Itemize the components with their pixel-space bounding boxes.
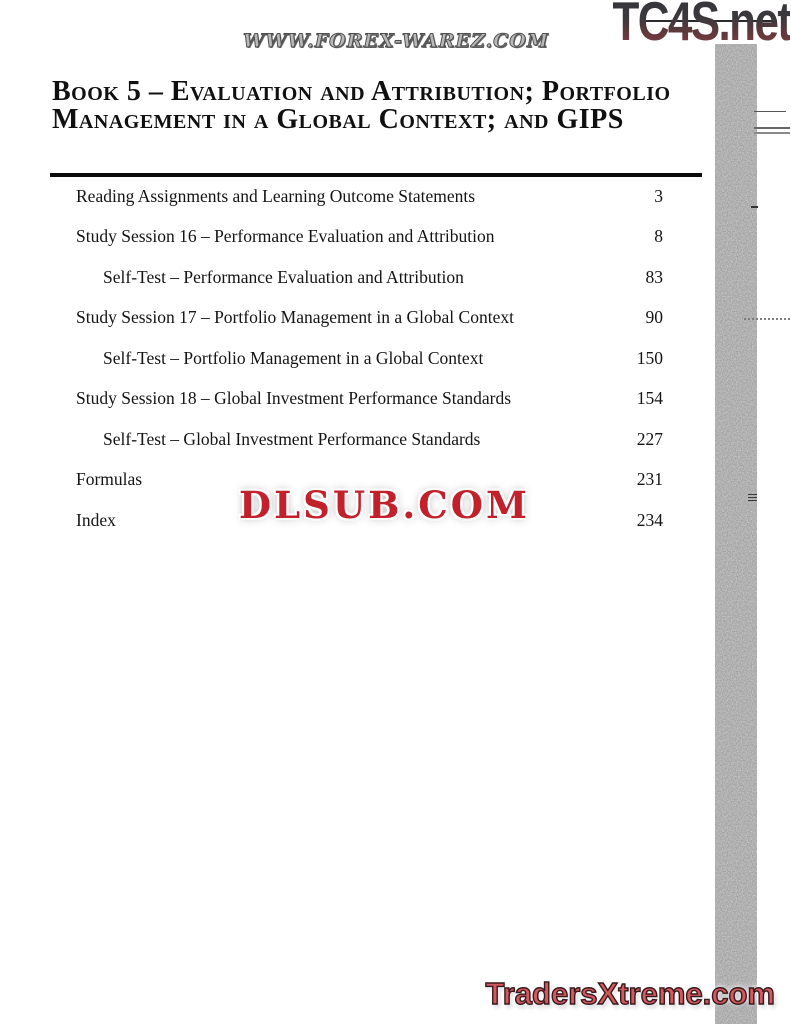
toc-entry-label: Index: [76, 509, 116, 530]
toc-entry-label: Study Session 17 – Portfolio Management in a Global Context: [76, 307, 514, 328]
toc-entry-page: 3: [654, 186, 663, 206]
watermark-tc4s-logo: TC4S.net: [612, 0, 790, 49]
toc-entry-label: Self-Test – Performance Evaluation and Attribution: [103, 266, 464, 287]
watermark-forex-warez: WWW.FOREX-WAREZ.COM: [243, 30, 549, 52]
scan-artifact-line: [754, 132, 790, 134]
toc-entry-label: Formulas: [76, 469, 143, 490]
toc-entry-page: 150: [636, 347, 663, 368]
toc-row: [76, 388, 663, 428]
toc-entry-page: 90: [645, 307, 663, 328]
toc-entry-page: 8: [654, 226, 663, 247]
page-title-line2: Management in a Global Context; and GIPS: [52, 104, 624, 135]
toc-entry-page: 83: [645, 266, 663, 287]
toc-entry-page: 154: [636, 388, 663, 409]
scan-noise-strip: [715, 44, 757, 1024]
page-title-line1: Book 5 – Evaluation and Attribution; Portfolio: [52, 76, 671, 107]
toc-row: [76, 429, 663, 469]
toc-row: [76, 186, 663, 226]
toc-entry-label: Study Session 18 – Global Investment Performance Standards: [76, 388, 512, 409]
toc-entry-page: 231: [636, 469, 663, 490]
toc-entry-label: Study Session 16 – Performance Evaluation and Attribution: [76, 226, 495, 247]
toc-row: [76, 226, 663, 266]
scan-artifact-line: [754, 111, 786, 112]
watermark-dlsub: DLSUB.COM: [239, 483, 530, 527]
toc-row: [76, 307, 663, 347]
scan-artifact-dotted-line: [744, 318, 790, 320]
toc-entry-label: Self-Test – Global Investment Performance Standards: [103, 428, 481, 449]
scan-artifact-line: [754, 127, 790, 129]
watermark-tradersxtreme: TradersXtreme.com: [485, 976, 775, 1011]
toc-entry-label: Reading Assignments and Learning Outcome Statements: [76, 186, 476, 206]
toc-entry-page: 227: [636, 428, 663, 449]
scan-artifact-mark: [751, 206, 758, 208]
toc-entry-label: Self-Test – Portfolio Management in a Global Context: [103, 347, 484, 368]
toc-row: [76, 348, 663, 388]
scan-artifact-mark: [748, 494, 757, 502]
title-divider-rule: [50, 173, 702, 177]
toc-entry-page: 234: [636, 509, 663, 530]
page-title: [52, 78, 732, 134]
toc-row: [76, 267, 663, 307]
